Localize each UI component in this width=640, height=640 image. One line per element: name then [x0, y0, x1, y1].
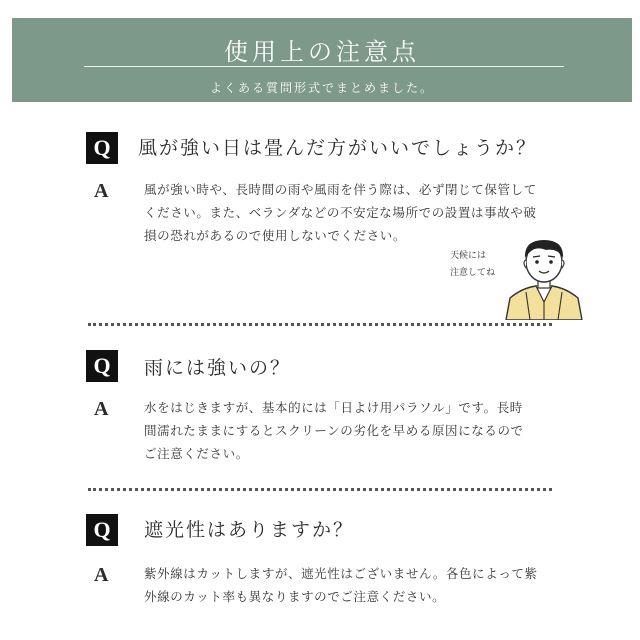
question-badge: Q [86, 514, 118, 546]
speech-line: 天候には [450, 251, 487, 261]
answer-badge: A [94, 564, 109, 586]
speech-line: 注意してね [450, 268, 496, 278]
answer-line: ください。また、ベランダなどの不安定な場所での設置は事故や破 [144, 205, 537, 220]
section-divider [88, 323, 552, 326]
answer-text [144, 396, 564, 465]
answer-text [144, 562, 564, 608]
answer-line: 外線のカット率も異なりますのでご注意ください。 [144, 589, 446, 604]
man-avatar-icon [500, 238, 588, 320]
answer-line: 水をはじきますが、基本的には「日よけ用パラソル」です。長時 [144, 400, 523, 415]
answer-badge: A [94, 180, 109, 202]
answer-line: 風が強い時や、長時間の雨や風雨を伴う際は、必ず閉じて保管して [144, 182, 537, 197]
answer-line: ご注意ください。 [144, 446, 249, 461]
question-text: 雨には強いの？ [144, 357, 292, 379]
question-text: 風が強い日は畳んだ方がいいでしょうか？ [138, 137, 538, 159]
page-subtitle: よくある質問形式でまとめました。 [209, 81, 434, 95]
answer-text [144, 178, 564, 247]
header-banner [12, 18, 632, 102]
answer-badge: A [94, 398, 109, 420]
answer-line: 紫外線はカットしますが、遮光性はございません。各色によって紫 [144, 566, 538, 581]
section-divider [88, 488, 552, 491]
page-title: 使用上の注意点 [224, 38, 420, 66]
character-illustration [440, 238, 588, 320]
answer-line: 間濡れたままにするとスクリーンの劣化を早める原因になるので [144, 423, 524, 438]
header-divider [84, 66, 564, 67]
answer-line: 損の恐れがあるので使用しないでください。 [144, 228, 407, 243]
question-badge: Q [86, 132, 118, 164]
question-text: 遮光性はありますか？ [144, 519, 355, 541]
question-badge: Q [86, 350, 118, 382]
speech-text [450, 248, 495, 282]
